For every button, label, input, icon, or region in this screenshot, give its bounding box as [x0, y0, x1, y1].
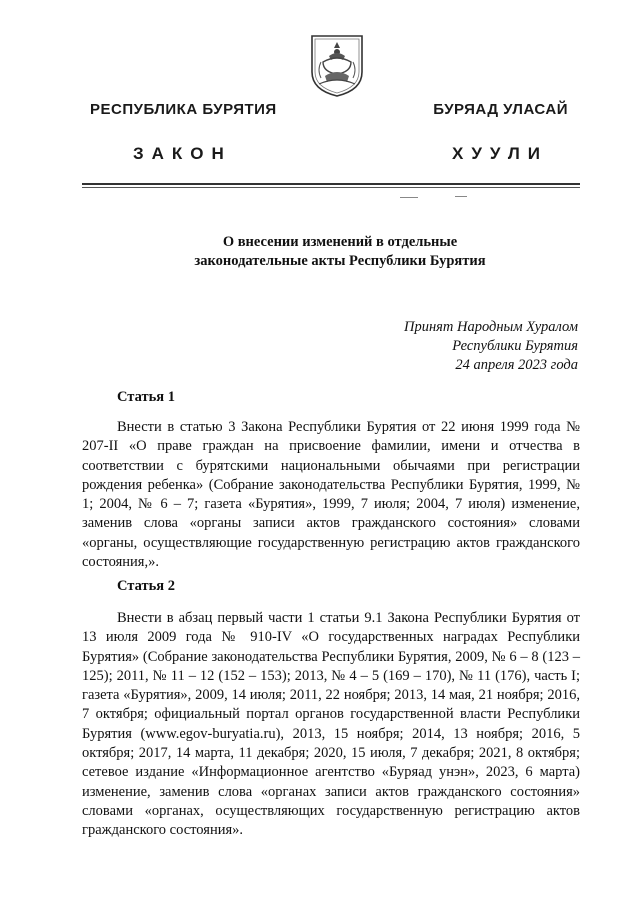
article-2-heading: Статья 2	[117, 578, 175, 594]
article-1-heading: Статья 1	[117, 389, 175, 405]
article-1-text: Внести в статью 3 Закона Республики Бурятия от 22 июня 1999 года № 207-II «О праве граждан на присвоение фамилии, имени и отчества в соответствии с бурятскими национальными обычаями при регистрации рождения ребенка» (Собрание законодательства Республики Бурятия, 1999, № 1; 2004, № 6 – 7; газета «Бурятия», 1999, 7 июля; 2004, 7 июля) изменение, заменив слова «органы записи актов гражданского состояния» словами «органы, осуществляющие государственную регистрацию актов гражданского состояния,».	[82, 419, 580, 571]
title-line: законодательные акты Республики Бурятия	[194, 253, 486, 269]
adoption-line: Принят Народным Хуралом	[403, 319, 578, 335]
adoption-line: Республики Бурятия	[452, 338, 578, 354]
adoption-date: 24 апреля 2023 года	[455, 357, 578, 373]
republic-name-russian: РЕСПУБЛИКА БУРЯТИЯ	[90, 101, 277, 118]
header-divider	[82, 183, 580, 185]
law-label-buryat: ХУУЛИ	[452, 144, 548, 163]
republic-name-buryat: БУРЯАД УЛАСАЙ	[433, 101, 568, 118]
document-title	[120, 233, 560, 271]
decorative-mark	[455, 196, 467, 197]
law-label-russian: ЗАКОН	[133, 144, 232, 163]
adoption-note	[404, 318, 578, 375]
article-2-text: Внести в абзац первый части 1 статьи 9.1 Закона Республики Бурятия от 13 июля 2009 года № 910-IV «О государственных наградах Республики Бурятия» (Собрание законодательства Республики Бурятия, 2009, № 6 – 8 (123 – 125); 2011, № 11 – 12 (152 – 153); 2013, № 4 – 5 (169 – 170), № 11 (176), часть I; газета «Бурятия», 2009, 14 июля; 2011, 22 ноября; 2013, 14 мая, 21 ноября; 2016, 7 октября; официальный портал органов государственной власти Республики Бурятия (www.egov-buryatia.ru), 2013, 15 ноября; 2014, 13 ноября; 2016, 5 октября; 2017, 14 марта, 11 декабря; 2020, 15 июля, 7 декабря; 2021, 8 октября; сетевое издание «Информационное агентство «Буряад унэн», 2023, 6 марта) изменение, заменив слова «органах записи актов гражданского состояния» словами «органах, осуществляющих государственную регистрацию актов гражданского состояния».	[82, 610, 580, 839]
title-line: О внесении изменений в отдельные	[222, 234, 458, 250]
header-divider-thin	[82, 187, 580, 188]
coat-of-arms-icon	[307, 32, 367, 98]
decorative-mark	[400, 197, 418, 198]
